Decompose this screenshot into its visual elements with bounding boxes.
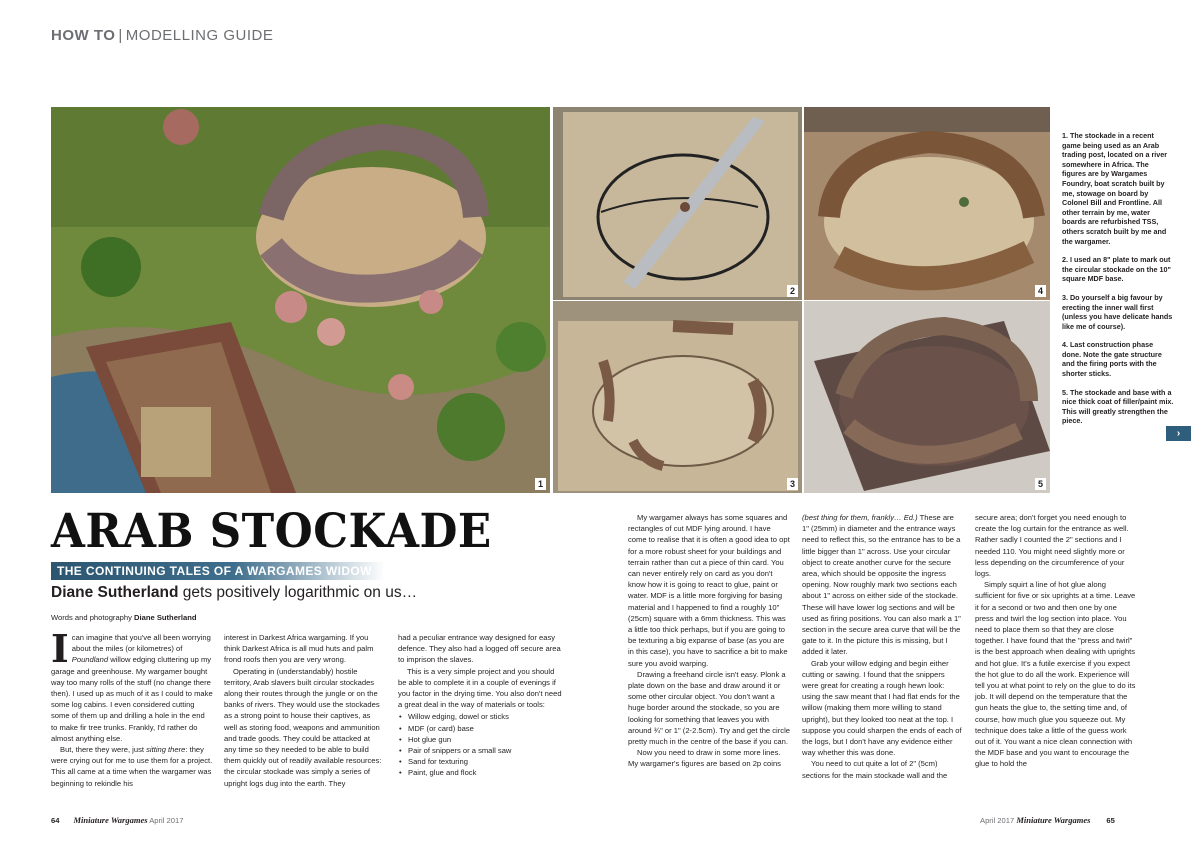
section-header [51, 27, 273, 44]
magazine-name-right: Miniature Wargames [1016, 815, 1091, 825]
body-column-2 [224, 632, 384, 789]
text-run: But, there they were, just [60, 745, 147, 755]
photo-number-5: 5 [1035, 478, 1046, 490]
header-separator: | [118, 27, 123, 44]
next-page-arrow-icon[interactable]: › [1166, 426, 1191, 441]
photo-inner-wall-image [553, 301, 802, 493]
list-item: • Paint, glue and flock [398, 767, 563, 778]
paragraph: Operating in (understandably) hostile territory, Arab slavers built circular stockades along their routes through the jungle or on the banks of rivers. They would use the stockades as a strong point to house their captives, as well as storing food, weapons and ammunition and trade goods. They could be attacked at any time so they needed to be able to build them quickly out of readily available resources: the circular stockade was simply a series of upright logs dug into the earth. They [224, 666, 382, 788]
body-column-4 [628, 512, 790, 770]
text-emphasis: Poundland [71, 655, 109, 665]
caption-1: 1. The stockade in a recent game being used as an Arab trading post, located on a river somewhere in Africa. The figures are by Wargames Foundry, boat scratch built by me, stowage on board by Colonel Bill and Frontline. All other terrain by me, water boards are refurbished TSS, others scratch built by me and the wargamer. [1062, 131, 1168, 246]
body-column-5 [802, 512, 962, 781]
body-column-3 [398, 632, 563, 779]
paragraph: Now you need to draw in some more lines. My wargamer's figures are based on 2p coins [628, 748, 781, 769]
paragraph: This is a very simple project and you should be able to complete it in a couple of evenings if you factor in the drying time. You also don't need a great deal in the way of materials or tools: [398, 666, 562, 710]
photo-game-table-image [51, 107, 550, 493]
photo-captions [1062, 131, 1174, 435]
photo-painted-base-image [804, 301, 1050, 493]
photo-number-2: 2 [787, 285, 798, 297]
photo-completed-stockade [804, 107, 1050, 300]
text-run: can imagine that you've all been worrying about the miles (or kilometres) of [71, 633, 211, 654]
list-item: • Sand for texturing [398, 756, 563, 767]
page-number-right: 65 [1106, 816, 1115, 825]
issue-date-left: April 2017 [149, 816, 184, 825]
caption-2: 2. I used an 8" plate to mark out the circular stockade on the 10" square MDF base. [1062, 255, 1171, 284]
list-item: • Pair of snippers or a small saw [398, 745, 563, 756]
magazine-name-left: Miniature Wargames [73, 815, 148, 825]
paragraph [802, 512, 962, 658]
standfirst [51, 584, 417, 602]
photo-completed-stockade-image [804, 107, 1050, 300]
text-emphasis: (best thing for them, frankly… Ed.) [802, 513, 918, 522]
list-item: • Willow edging, dowel or sticks [398, 711, 563, 722]
paragraph [51, 744, 213, 789]
list-item: • MDF (or card) base [398, 723, 563, 734]
paragraph: had a peculiar entrance way designed for easy defence. They also had a logged off secure area to imprison the slaves. [398, 633, 561, 665]
photo-number-3: 3 [787, 478, 798, 490]
paragraph: My wargamer always has some squares and rectangles of cut MDF lying around. I have come to realise that it is often a good idea to opt for a more robust sheet for your buildings and terrain rather than cut a piece of thin card. You can never entirely rely on card as you don't know how it is going to react to glue, paint or water. MDF is a little more forgiving for basing material and I happened to find a roughly 10" (25cm) square with a 6mm thickness. This was a little too thick perhaps, but if you are going to be texturing a big expanse of base (as you are in this case), you have to sacrifice a bit to make sure you avoid warping. [628, 513, 790, 668]
photo-marked-base-image [553, 107, 802, 300]
list-item: • Hot glue gun [398, 734, 563, 745]
issue-date-right: April 2017 [980, 816, 1015, 825]
page-number-left: 64 [51, 816, 60, 825]
section-label: HOW TO [51, 27, 116, 44]
photo-number-4: 4 [1035, 285, 1046, 297]
photo-painted-base [804, 301, 1050, 493]
credit-prefix: Words and photography [51, 613, 135, 622]
text-run: willow edging cluttering up my garage and greenhouse. My wargamer bought way too many rolls of the stuff (no change there then). I used up as much of it as I could to make some log cabins. I even considered cutting some of them up and drilling a hole in the end to make fir tree trunks. Frankly, I'd rather do almost anything else. [51, 655, 213, 743]
text-emphasis: sitting there [146, 745, 186, 755]
caption-3: 3. Do yourself a big favour by erecting the inner wall first (unless you have delicate hands like me of course). [1062, 292, 1173, 331]
body-column-1 [51, 626, 213, 789]
photo-number-1: 1 [535, 478, 546, 490]
photo-credit [51, 613, 196, 622]
text-run: These are 1" (25mm) in diameter and the entrance ways need to reflect this, so the entrance has to be a little bigger than 1" across. Use your circular object to create another curve for the secure area, which should be opposite the ingress opening. Now roughly mark two sections each about 1" across on either side of the stockade. These will have lower log sections and will be used as firing positions. You can also mark a 1" section in the secure area curve that will be the gate to it. In the picture this is missing, but I added it later. [802, 513, 961, 657]
footer-left [51, 815, 183, 825]
subsection-label: MODELLING GUIDE [125, 27, 274, 44]
paragraph: interest in Darkest Africa wargaming. If you think Darkest Africa is all mud huts and palm frond roofs then you are very wrong. [224, 633, 374, 665]
paragraph: Simply squirt a line of hot glue along sufficient for five or six uprights at a time. Leave it for a second or two and then one by one press and twirl the log section into place. You need to place them so that they are close together. I have found that the "press and twirl" is the best approach when dealing with uprights and hot glue. It's a futile exercise if you expect the hot glue to do all the work. Experience will tell you at what point to rely on the glue to do its job. It will depend on the temperature that the gun heats the glue to, the setting time and, of course, how much glue you squeeze out. My technique does take a little of the guess work out of it. You want a nice clean connection with the MDF base and you want to encourage the glue to hold the [975, 580, 1136, 769]
paragraph [51, 626, 213, 744]
body-column-6 [975, 512, 1137, 770]
standfirst-author: Diane Sutherland [51, 584, 179, 601]
paragraph: Drawing a freehand circle isn't easy. Plonk a plate down on the base and draw around it or some other circular object. You don't want a huge border around the stockade, so you are looking for something that leaves you with around ¾" or 1" (2-2.5cm). Try and get the circle pretty much in the centre of the base if you can. [628, 669, 790, 747]
photo-game-table [51, 107, 550, 493]
article-title: ARAB STOCKADE [51, 504, 492, 559]
caption-5: 5. The stockade and base with a nice thick coat of filler/paint mix. This will greatly strengthen the piece. [1062, 387, 1174, 426]
credit-name: Diane Sutherland [134, 613, 197, 622]
drop-cap: I [51, 626, 69, 671]
materials-list [398, 711, 563, 778]
paragraph: Grab your willow edging and begin either cutting or sawing. I found that the snippers were great for creating a rough hewn look: using the saw meant that I had flat ends for the willow (making them more willing to stand upright), but they looked too neat at the top. I suppose you could sharpen the ends of each of the logs, but I don't have any evidence either way whether this was done. [802, 658, 962, 758]
caption-4: 4. Last construction phase done. Note the gate structure and the firing ports with the shorter sticks. [1062, 340, 1162, 379]
photo-inner-wall [553, 301, 802, 493]
text-run: : they were crying out for me to use them for a project. This all came at a time when the wargamer was beginning to rekindle his [51, 745, 213, 788]
paragraph: You need to cut quite a lot of 2" (5cm) sections for the main stockade wall and the [802, 759, 948, 780]
article-subtitle: THE CONTINUING TALES OF A WARGAMES WIDOW [57, 564, 372, 578]
footer-right [980, 815, 1115, 825]
photo-marked-base [553, 107, 802, 300]
paragraph: secure area; don't forget you need enough to create the log curtain for the entrance as well. Rather sadly I counted the 2" sections and I needed 110. You might need slightly more or less depending on the circumference of your logs. [975, 513, 1129, 579]
standfirst-text: gets positively logarithmic on us… [178, 584, 418, 601]
